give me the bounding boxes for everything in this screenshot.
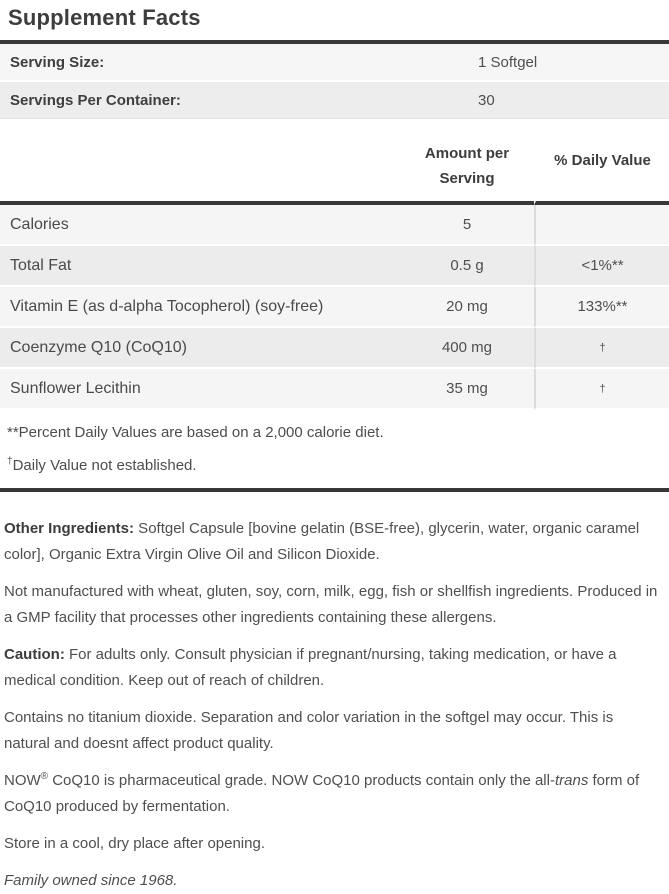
amount-value: 20 mg	[400, 287, 534, 328]
info-paragraph	[4, 516, 659, 568]
footnote-text	[7, 457, 661, 474]
text-segment: Softgel Capsule [bovine gelatin (BSE-free), glycerin, water, organic caramel color], Organic Extra Virgin Olive Oil and Silicon Dioxide.	[4, 520, 640, 563]
amount-value: 35 mg	[400, 369, 534, 410]
page-title: Supplement Facts	[8, 5, 201, 30]
text-segment: ®	[40, 771, 49, 782]
info-paragraphs-section	[0, 492, 669, 894]
footnotes-section	[0, 410, 669, 492]
serving-info-row	[0, 82, 669, 119]
info-paragraph	[4, 705, 659, 757]
supplement-facts-table	[0, 141, 669, 410]
text-segment: NOW	[4, 772, 41, 789]
daily-value	[534, 205, 669, 246]
serving-info-value: 30	[478, 91, 495, 109]
serving-info-table	[0, 40, 669, 119]
daily-value: †	[534, 369, 669, 410]
info-paragraph	[4, 768, 659, 820]
table-row	[0, 328, 669, 369]
daily-value: †	[534, 328, 669, 369]
info-paragraph	[4, 868, 659, 894]
daily-value-column-header: % Daily Value	[534, 141, 669, 205]
footnote-text	[7, 424, 661, 441]
table-row	[0, 369, 669, 410]
text-segment: trans	[554, 772, 589, 789]
text-segment: Store in a cool, dry place after opening.	[4, 835, 265, 852]
amount-column-header: Amount per Serving	[400, 141, 534, 205]
text-segment: For adults only. Consult physician if pregnant/nursing, taking medication, or have a medical condition. Keep out of reach of children.	[4, 646, 617, 689]
text-segment: Not manufactured with wheat, gluten, soy, corn, milk, egg, fish or shellfish ingredients. Produced in a GMP facility that processes other ingredients containing these allergens.	[4, 583, 658, 626]
table-row	[0, 246, 669, 287]
text-segment: Contains no titanium dioxide. Separation and color variation in the softgel may occur. This is natural and doesnt affect product quality.	[4, 709, 614, 752]
ingredient-name: Calories	[0, 205, 400, 246]
table-row	[0, 287, 669, 328]
serving-info-value: 1 Softgel	[478, 53, 538, 71]
ingredient-name: Vitamin E (as d-alpha Tocopherol) (soy-free)	[0, 287, 400, 328]
table-row	[0, 205, 669, 246]
serving-info-label: Servings Per Container:	[10, 91, 181, 109]
info-paragraph	[4, 579, 659, 631]
text-segment: CoQ10 is pharmaceutical grade. NOW CoQ10 products contain only the all-	[48, 772, 555, 789]
info-paragraph	[4, 642, 659, 694]
text-segment: Family owned since 1968.	[4, 872, 178, 889]
daily-value: 133%**	[534, 287, 669, 328]
text-segment: Caution:	[4, 646, 65, 663]
ingredient-name: Sunflower Lecithin	[0, 369, 400, 410]
serving-info-label: Serving Size:	[10, 53, 105, 71]
ingredient-name: Total Fat	[0, 246, 400, 287]
text-segment: Daily Value not established.	[12, 457, 197, 474]
text-segment: †	[7, 456, 13, 467]
text-segment: **Percent Daily Values are based on a 2,000 calorie diet.	[7, 424, 384, 441]
info-paragraph	[4, 831, 659, 857]
text-segment: form of CoQ10 produced by fermentation.	[4, 772, 640, 815]
facts-header-row	[0, 141, 669, 205]
amount-value: 5	[400, 205, 534, 246]
daily-value: <1%**	[534, 246, 669, 287]
ingredient-column-header	[0, 141, 400, 205]
ingredient-name: Coenzyme Q10 (CoQ10)	[0, 328, 400, 369]
serving-info-row	[0, 44, 669, 82]
amount-value: 400 mg	[400, 328, 534, 369]
amount-value: 0.5 g	[400, 246, 534, 287]
text-segment: Other Ingredients:	[4, 520, 135, 537]
